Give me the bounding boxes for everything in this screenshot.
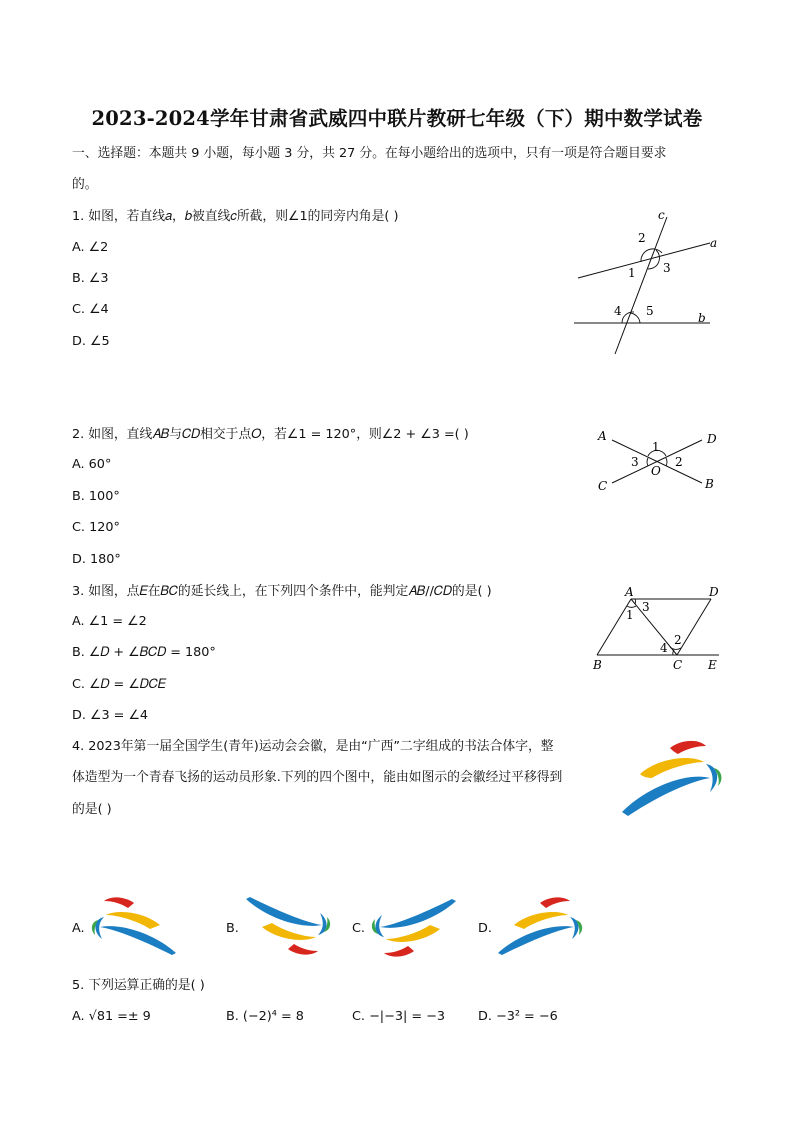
question-1-option-b[interactable]: B. ∠3 [72, 271, 109, 286]
question-4-option-a-image[interactable] [88, 895, 180, 957]
question-3-option-a[interactable]: A. ∠1 = ∠2 [72, 614, 147, 629]
question-1-option-a[interactable]: A. ∠2 [72, 240, 109, 255]
label-O: O [651, 464, 661, 478]
question-1-stem: 1. 如图，若直线𝑎，𝑏被直线𝑐所截，则∠1的同旁内角是( ) [72, 209, 399, 224]
question-2-option-d[interactable]: D. 180° [72, 552, 121, 567]
label-B: B [705, 477, 714, 491]
emblem-logo-image [618, 738, 728, 818]
question-3-option-d[interactable]: D. ∠3 = ∠4 [72, 708, 149, 723]
label-D: D [709, 585, 719, 599]
question-4-option-b-image[interactable] [242, 895, 334, 957]
label-A: A [625, 585, 634, 599]
label-a: a [710, 236, 718, 250]
question-4-option-c-image[interactable] [368, 893, 460, 959]
question-5-option-d[interactable]: D. −3² = −6 [478, 1009, 558, 1024]
label-c: c [658, 208, 665, 222]
angle-label-1: 1 [652, 440, 660, 454]
label-B: B [593, 658, 602, 672]
question-5-stem: 5. 下列运算正确的是( ) [72, 978, 205, 993]
section-heading-cont: 的。 [72, 177, 98, 192]
question-2-stem: 2. 如图，直线𝐴𝐵与𝐶𝐷相交于点𝑂，若∠1 = 120°，则∠2 + ∠3 =( ) [72, 427, 469, 442]
angle-label-4: 4 [614, 304, 622, 318]
question-2-figure [590, 423, 730, 498]
question-1-figure [570, 205, 720, 360]
question-3-option-b[interactable]: B. ∠𝐷 + ∠𝐵𝐶𝐷 = 180° [72, 645, 216, 660]
question-5-option-a[interactable]: A. √81 =± 9 [72, 1009, 151, 1024]
question-4-stem-line3: 的是( ) [72, 802, 112, 817]
question-2-option-c[interactable]: C. 120° [72, 520, 120, 535]
question-3-stem: 3. 如图，点𝐸在𝐵𝐶的延长线上，在下列四个条件中，能判定𝐴𝐵//𝐶𝐷的是( ) [72, 584, 492, 599]
question-4-stem-line2: 体造型为一个青春飞扬的运动员形象.下列的四个图中，能由如图示的会徽经过平移得到 [72, 770, 563, 785]
question-4-option-d[interactable]: D. [478, 921, 492, 936]
angle-label-3: 3 [631, 455, 639, 469]
question-4-option-b[interactable]: B. [226, 921, 239, 936]
angle-label-4: 4 [660, 641, 668, 655]
label-C: C [673, 658, 683, 672]
question-1-option-c[interactable]: C. ∠4 [72, 302, 109, 317]
angle-label-1: 1 [626, 608, 634, 622]
label-D: D [707, 432, 717, 446]
question-3-figure [585, 580, 730, 675]
question-2-option-a[interactable]: A. 60° [72, 457, 112, 472]
angle-label-3: 3 [642, 600, 650, 614]
question-4-option-d-image[interactable] [494, 895, 586, 957]
angle-label-2: 2 [638, 231, 646, 245]
angle-label-3: 3 [663, 261, 671, 275]
question-3-option-c[interactable]: C. ∠𝐷 = ∠𝐷𝐶𝐸 [72, 677, 166, 692]
angle-label-2: 2 [674, 633, 682, 647]
label-A: A [598, 429, 607, 443]
label-b: b [698, 311, 706, 325]
question-2-option-b[interactable]: B. 100° [72, 489, 120, 504]
angle-label-5: 5 [646, 304, 654, 318]
angle-label-1: 1 [628, 266, 636, 280]
page-title: 2023-2024学年甘肃省武威四中联片教研七年级（下）期中数学试卷 [91, 107, 703, 130]
question-5-option-b[interactable]: B. (−2)⁴ = 8 [226, 1009, 304, 1024]
question-1-option-d[interactable]: D. ∠5 [72, 334, 110, 349]
question-4-stem-line1: 4. 2023年第一届全国学生(青年)运动会会徽，是由“广西”二字组成的书法合体字，整 [72, 739, 554, 754]
label-E: E [708, 658, 717, 672]
section-heading: 一、选择题：本题共 9 小题，每小题 3 分，共 27 分。在每小题给出的选项中，只有一项是符合题目要求 [72, 146, 667, 161]
question-4-option-a[interactable]: A. [72, 921, 85, 936]
angle-label-2: 2 [675, 455, 683, 469]
label-C: C [598, 479, 608, 493]
question-5-option-c[interactable]: C. −|−3| = −3 [352, 1009, 446, 1024]
question-4-option-c[interactable]: C. [352, 921, 366, 936]
